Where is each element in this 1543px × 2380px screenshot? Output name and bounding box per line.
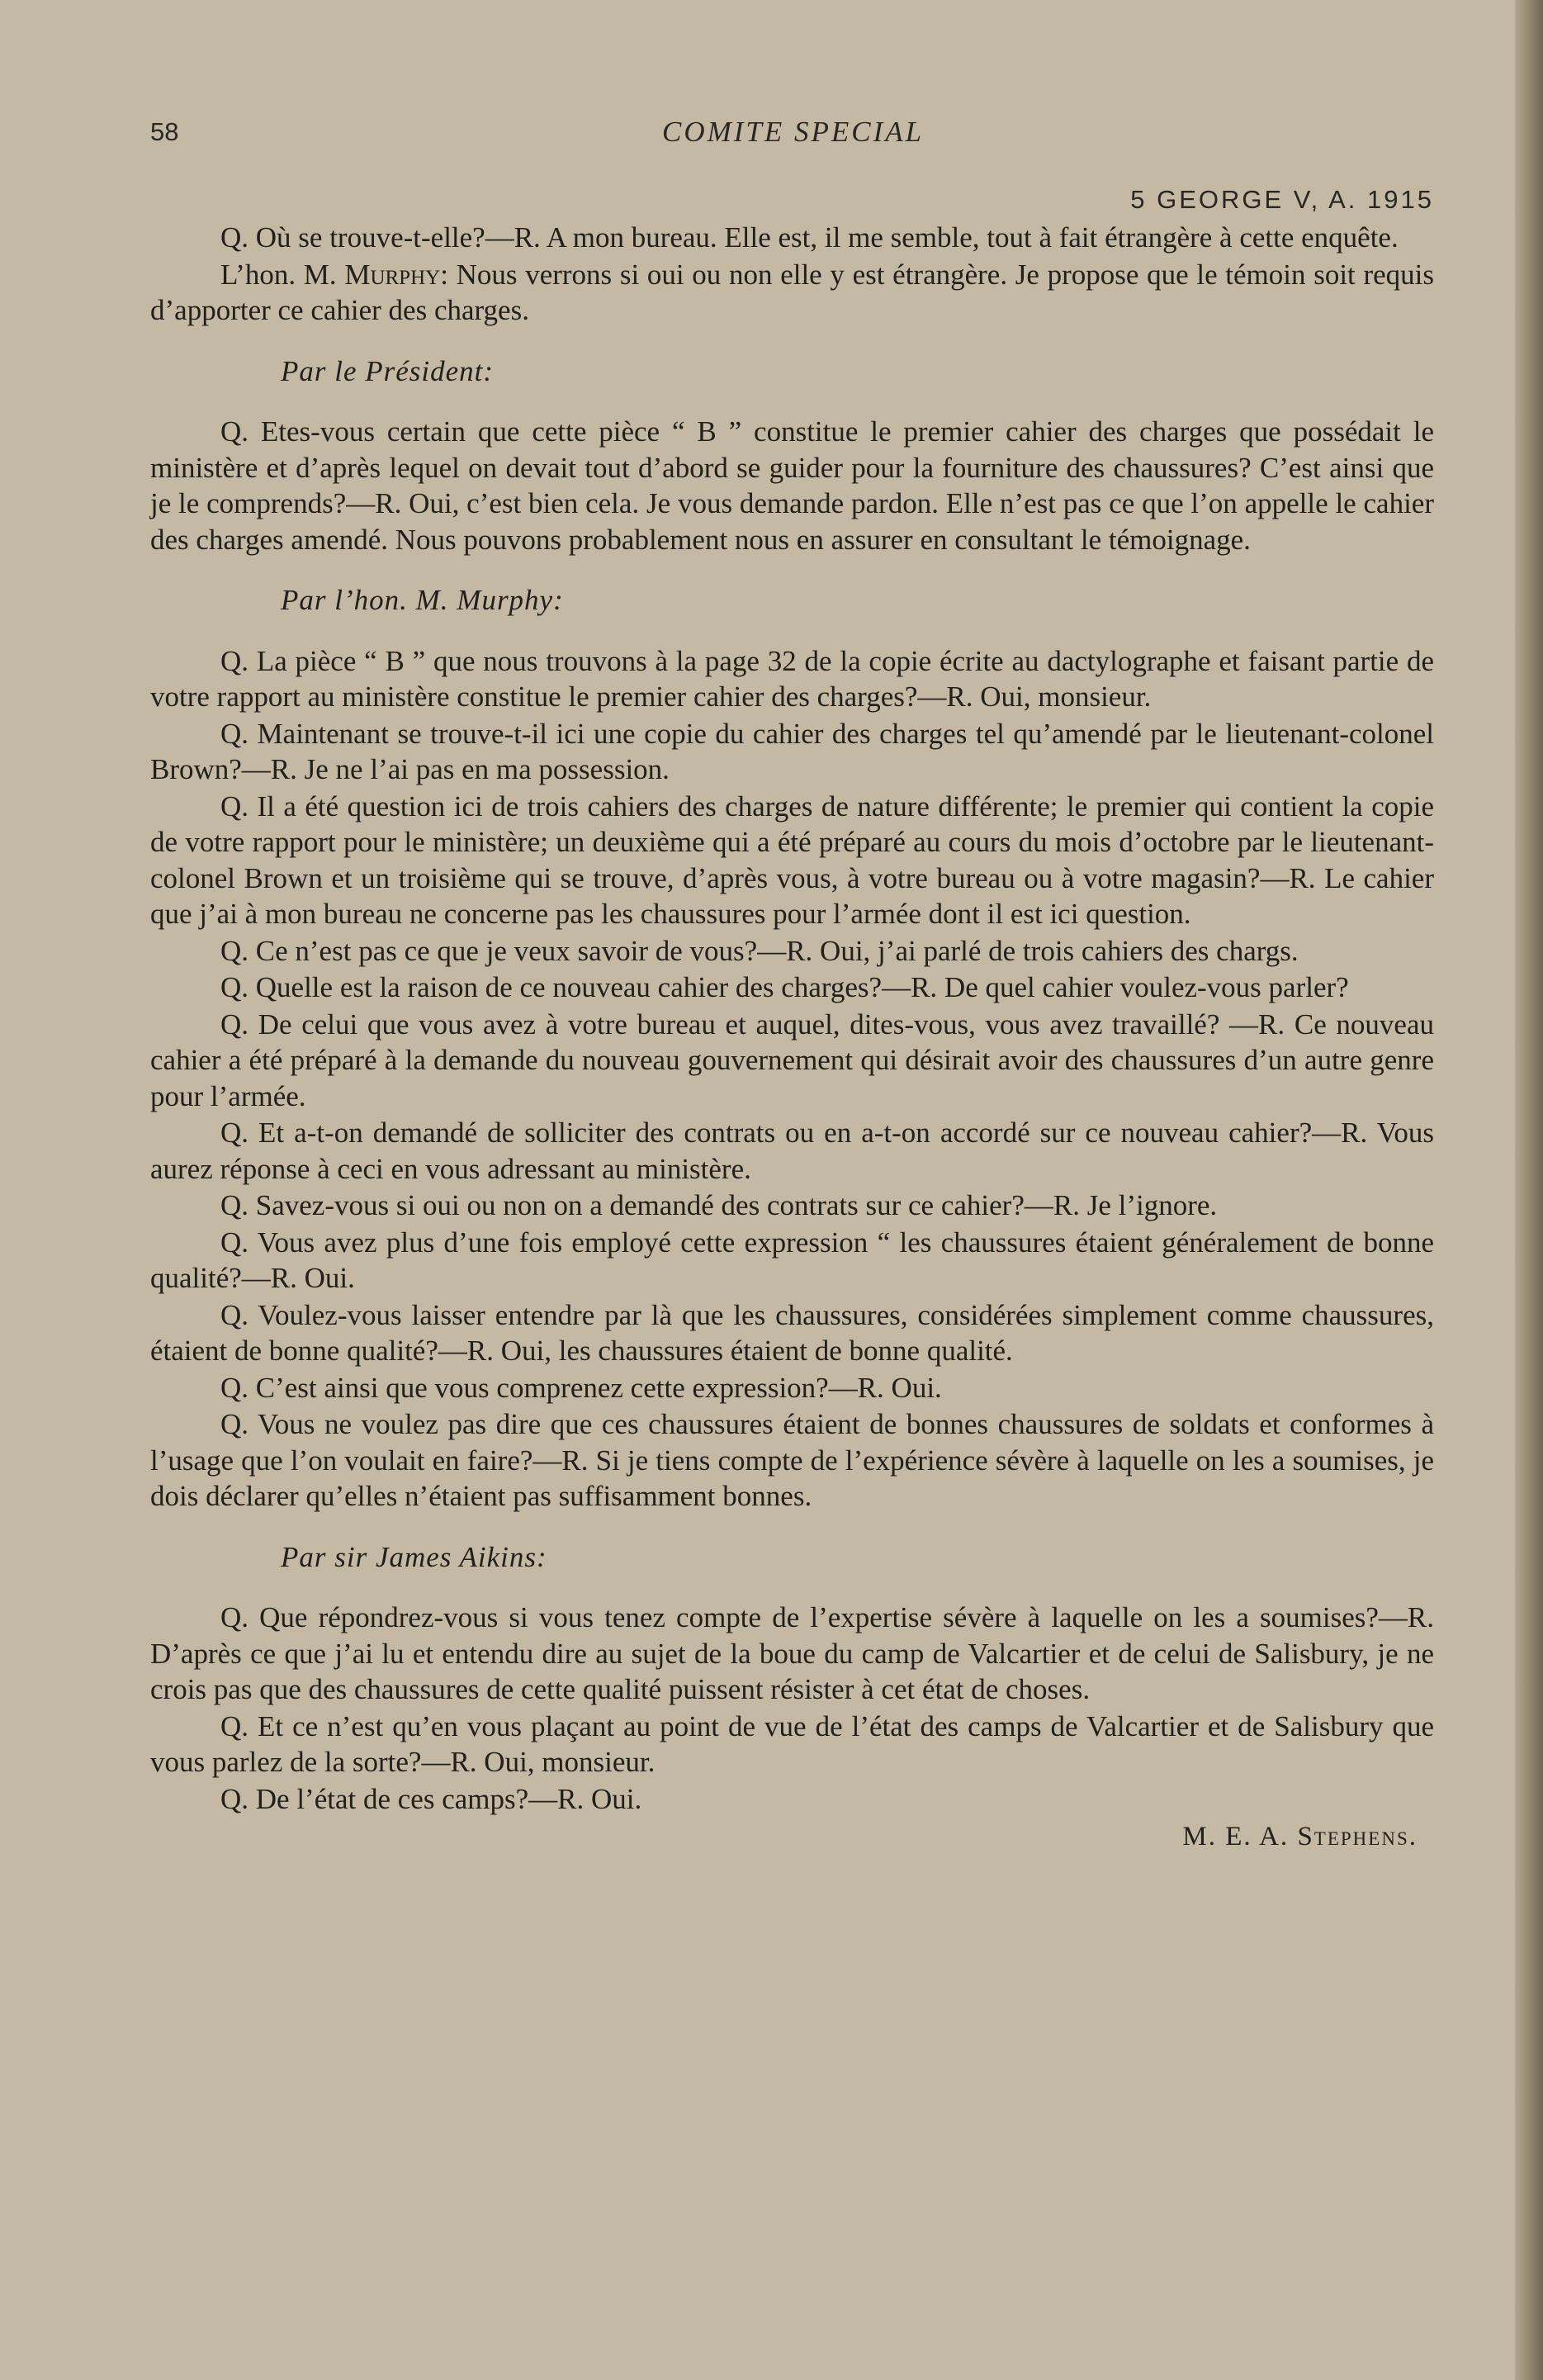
- page-header: [150, 106, 1434, 155]
- paragraph: Q. De celui que vous avez à votre bureau et auquel, dites-vous, vous avez travaillé? —R. Ce nouveau cahier a été préparé à la demande du nouveau gouvernement qui désirait avoir des chaussures d’un autre genre pour l’armée.: [150, 1007, 1434, 1112]
- session-label: 5 GEORGE V, A. 1915: [1130, 185, 1434, 214]
- paragraph: Q. Vous ne voulez pas dire que ces chaussures étaient de bonnes chaussures de soldats et conformes à l’usage que l’on voulait en faire?—R. Si je tiens compte de l’expérience sévère à laquelle on les a soumises, je dois déclarer qu’elles n’étaient pas suffisamment bonnes.: [150, 1408, 1434, 1512]
- speaker-heading-murphy: Par l’hon. M. Murphy:: [281, 584, 564, 616]
- paragraph: Q. Voulez-vous laisser entendre par là que les chaussures, considérées simplement comme chaussures, étaient de bonne qualité?—R. Oui, les chaussures étaient de bonne qualité.: [150, 1298, 1434, 1367]
- paragraph: Q. Et ce n’est qu’en vous plaçant au point de vue de l’état des camps de Valcartier et de Salisbury que vous parlez de la sorte?—R. Oui, monsieur.: [150, 1709, 1434, 1778]
- statement-prefix: L’hon. M.: [220, 258, 345, 291]
- paragraph: Q. Maintenant se trouve-t-il ici une copie du cahier des charges tel qu’amendé par le lieutenant-colonel Brown?—R. Je ne l’ai pas en ma possession.: [150, 717, 1434, 785]
- page-number: 58: [150, 117, 179, 146]
- speaker-heading-president: Par le Président:: [281, 354, 495, 387]
- paragraph: Q. Quelle est la raison de ce nouveau cahier des charges?—R. De quel cahier voulez-vous parler?: [220, 971, 1349, 1003]
- body-text: [150, 220, 1434, 1817]
- page-edge-shadow: [1515, 0, 1543, 2380]
- running-title: COMITE SPECIAL: [662, 116, 925, 148]
- statement-speaker-name: Murphy: [344, 258, 441, 291]
- paragraph: Q. La pièce “ B ” que nous trouvons à la page 32 de la copie écrite au dactylographe et faisant partie de votre rapport au ministère constitue le premier cahier des charges?—R. Oui, monsieur.: [150, 644, 1434, 713]
- statement-text: : Nous verrons si oui ou non elle y est étrangère. Je propose que le témoin soit requis d’apporter ce cahier des charges.: [150, 258, 1434, 326]
- paragraph: Q. Que répondrez-vous si vous tenez compte de l’expertise sévère à laquelle on les a soumises?—R. D’après ce que j’ai lu et entendu dire au sujet de la boue du camp de Valcartier et de celui de Salisbury, je ne crois pas que des chaussures de cette qualité puissent résister à cet état de choses.: [150, 1601, 1434, 1705]
- paragraph: Q. De l’état de ces camps?—R. Oui.: [220, 1782, 642, 1815]
- paragraph: Q. Ce n’est pas ce que je veux savoir de vous?—R. Oui, j’ai parlé de trois cahiers des chargs.: [220, 934, 1299, 967]
- signature-initials: M. E. A.: [1182, 1822, 1298, 1851]
- paragraph: Q. Et a-t-on demandé de solliciter des contrats ou en a-t-on accordé sur ce nouveau cahier?—R. Vous aurez réponse à ceci en vous adressant au ministère.: [150, 1117, 1434, 1185]
- speaker-heading-aikins: Par sir James Aikins:: [281, 1540, 547, 1573]
- paragraph: Q. Il a été question ici de trois cahiers des charges de nature différente; le premier qui contient la copie de votre rapport pour le ministère; un deuxième qui a été préparé au cours du mois d’octobre par le lieutenant-colonel Brown et un troisième qui se trouve, d’après vous, à votre bureau ou à votre magasin?—R. Le cahier que j’ai à mon bureau ne concerne pas les chaussures pour l’armée dont il est ici question.: [150, 789, 1434, 930]
- paragraph: Q. C’est ainsi que vous comprenez cette expression?—R. Oui.: [220, 1371, 942, 1404]
- signature-surname: Stephens.: [1297, 1822, 1418, 1851]
- paragraph: Q. Savez-vous si oui ou non on a demandé des contrats sur ce cahier?—R. Je l’ignore.: [220, 1189, 1218, 1221]
- paragraph: Q. Où se trouve-t-elle?—R. A mon bureau. Elle est, il me semble, tout à fait étrangère à cette enquête.: [220, 221, 1399, 254]
- page-content: [150, 106, 1434, 1852]
- paragraph: Q. Vous avez plus d’une fois employé cette expression “ les chaussures étaient généralement de bonne qualité?—R. Oui.: [150, 1226, 1434, 1294]
- paragraph: Q. Etes-vous certain que cette pièce “ B ” constitue le premier cahier des charges que possédait le ministère et d’après lequel on devait tout d’abord se guider pour la fourniture des chaussures? C’est ainsi que je le comprends?—R. Oui, c’est bien cela. Je vous demande pardon. Elle n’est pas ce que l’on appelle le cahier des charges amendé. Nous pouvons probablement nous en assurer en consultant le témoignage.: [150, 415, 1434, 556]
- witness-signature: [150, 1822, 1434, 1852]
- paragraph-murphy-statement: [150, 257, 1434, 329]
